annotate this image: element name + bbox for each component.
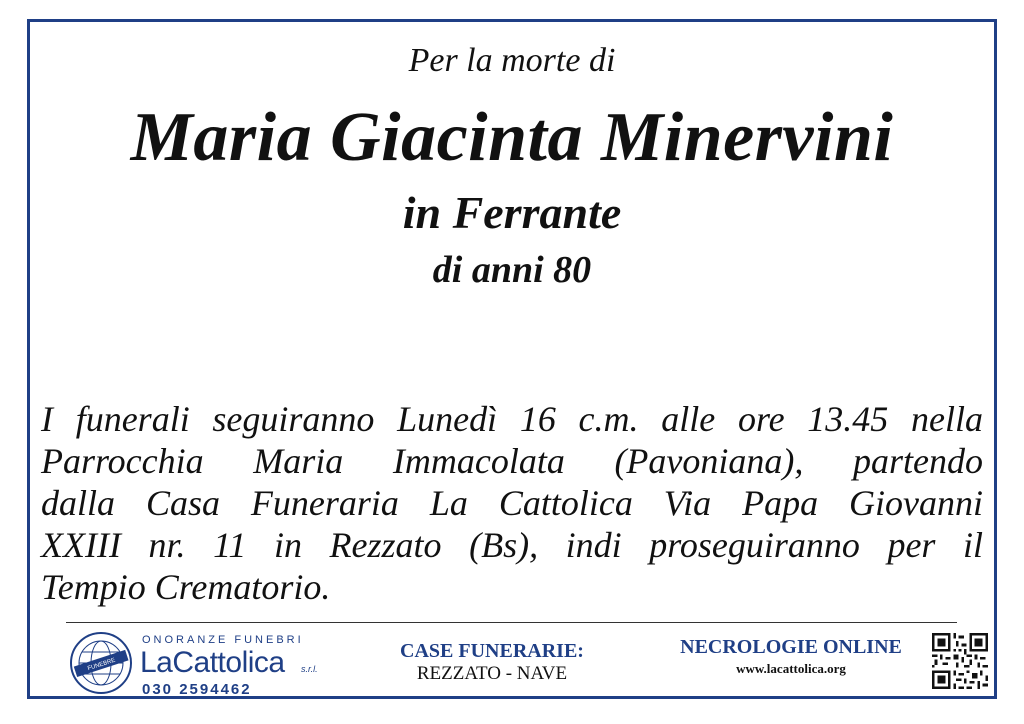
case-funerarie-places: REZZATO - NAVE (416, 663, 568, 684)
intro-text: Per la morte di (408, 42, 616, 79)
necrologie-online (660, 636, 922, 677)
website-link[interactable]: www.lacattolica.org (736, 661, 846, 676)
logo-brand: LaCattolica (140, 646, 285, 679)
funeral-details (41, 398, 983, 608)
qr-code-icon[interactable] (932, 633, 988, 689)
company-logo (68, 628, 338, 698)
case-funerarie (372, 640, 612, 685)
funeral-details-line: dalla Casa Funeraria La Cattolica Via Papa Giovanni (41, 483, 983, 523)
case-funerarie-title: CASE FUNERARIE: (400, 640, 584, 662)
funeral-details-line: XXIII nr. 11 in Rezzato (Bs), indi proseguiranno per il (41, 525, 983, 565)
svg-text:FUNEBRE: FUNEBRE (87, 657, 117, 673)
age-text: di anni 80 (432, 249, 592, 291)
funeral-details-line: I funerali seguiranno Lunedì 16 c.m. alle ore 13.45 nella (41, 399, 983, 439)
phone-number: 030 2594462 (142, 681, 252, 698)
footer-divider (66, 622, 957, 623)
married-name: in Ferrante (402, 187, 622, 238)
logo-tagline: ONORANZE FUNEBRI (142, 634, 304, 646)
logo-suffix: s.r.l. (301, 664, 318, 674)
necrologie-title[interactable]: NECROLOGIE ONLINE (680, 636, 902, 658)
funeral-details-line: Tempio Crematorio. (41, 567, 331, 607)
funeral-details-line: Parrocchia Maria Immacolata (Pavoniana), partendo (41, 441, 983, 481)
seal-icon (68, 630, 134, 696)
deceased-name: Maria Giacinta Minervini (130, 99, 894, 176)
